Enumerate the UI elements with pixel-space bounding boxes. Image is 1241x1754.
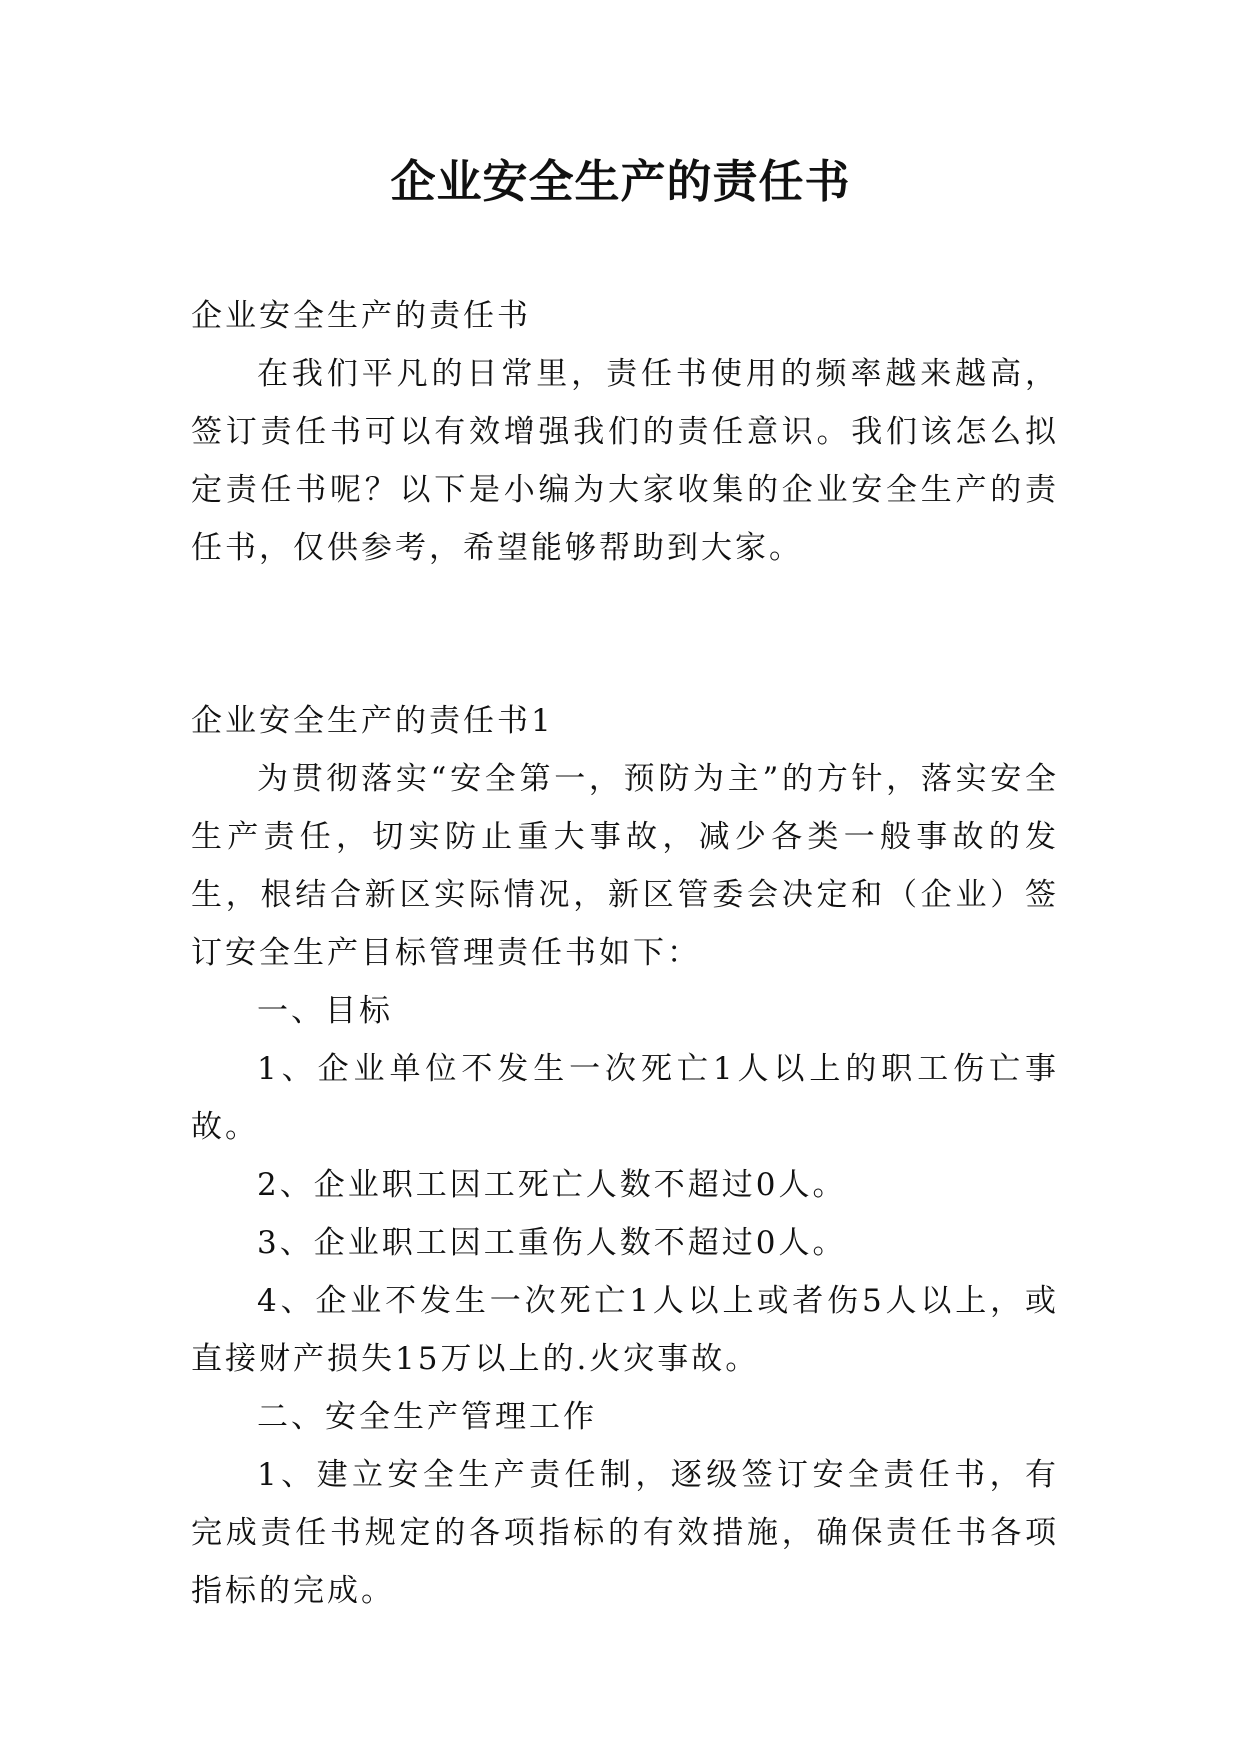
intro-paragraph: 在我们平凡的日常里，责任书使用的频率越来越高，签订责任书可以有效增强我们的责任意识。我们该怎么拟定责任书呢？以下是小编为大家收集的企业安全生产的责任书，仅供参考，希望能够帮助到大家。 — [191, 356, 1059, 566]
section-1-paragraph: 为贯彻落实“安全第一，预防为主”的方针，落实安全生产责任，切实防止重大事故，减少各类一般事故的发生，根结合新区实际情况，新区管委会决定和（企业）签订安全生产目标管理责任书如下： — [191, 761, 1059, 971]
document-title: 企业安全生产的责任书 — [390, 155, 851, 208]
section-1-heading: 企业安全生产的责任书1 — [191, 703, 554, 739]
section-1-paragraph: 1、建立安全生产责任制，逐级签订安全责任书，有完成责任书规定的各项指标的有效措施，确保责任书各项指标的完成。 — [191, 1457, 1059, 1609]
section-1-paragraph: 3、企业职工因工重伤人数不超过0人。 — [257, 1225, 847, 1261]
section-1-paragraph: 1、企业单位不发生一次死亡1人以上的职工伤亡事故。 — [191, 1051, 1059, 1145]
section-1 — [191, 692, 1059, 1620]
section-1-paragraph: 2、企业职工因工死亡人数不超过0人。 — [257, 1167, 847, 1203]
section-1-paragraph: 二、安全生产管理工作 — [257, 1399, 597, 1435]
section-1-paragraph: 4、企业不发生一次死亡1人以上或者伤5人以上，或直接财产损失15万以上的.火灾事故。 — [191, 1283, 1059, 1377]
intro-heading: 企业安全生产的责任书 — [191, 298, 531, 334]
section-1-paragraph: 一、目标 — [257, 993, 393, 1029]
intro-section — [191, 287, 1059, 577]
